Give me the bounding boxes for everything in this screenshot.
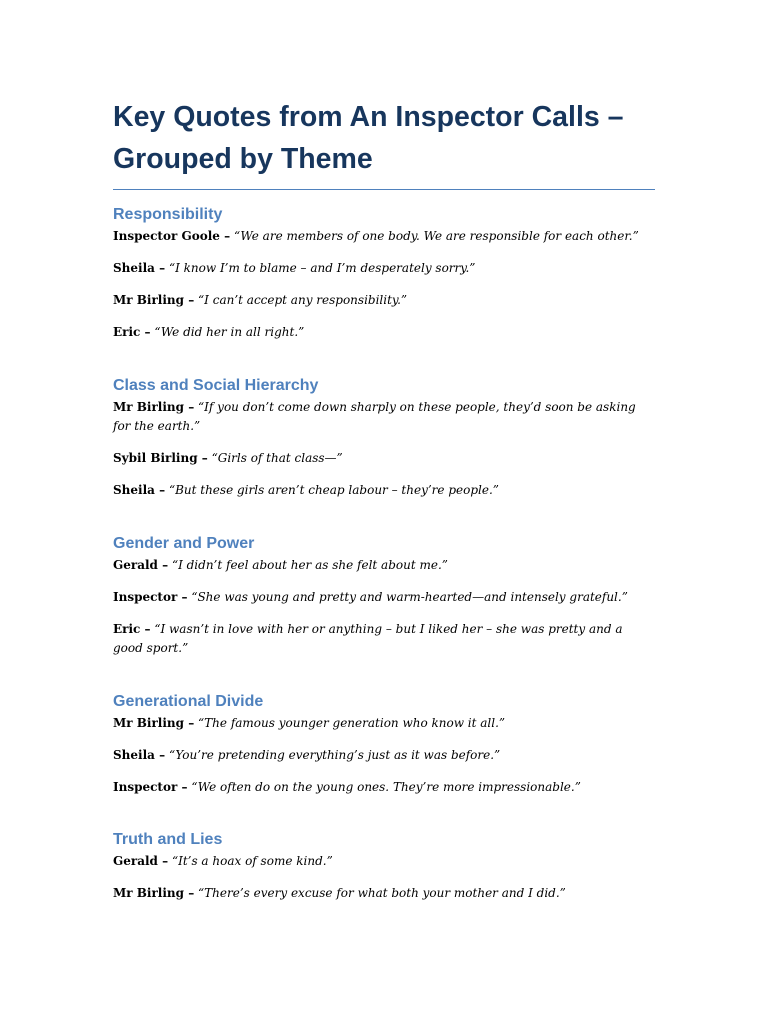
quote-speaker: Mr Birling – bbox=[113, 886, 195, 900]
quote-paragraph bbox=[113, 852, 655, 872]
quote-text: “You’re pretending everything’s just as it was before.” bbox=[168, 747, 501, 762]
quote-paragraph bbox=[113, 778, 655, 798]
quote-speaker: Inspector – bbox=[113, 779, 188, 794]
quote-text: “We often do on the young ones. They’re more impressionable.” bbox=[191, 779, 581, 794]
section-heading: Truth and Lies bbox=[113, 831, 223, 848]
quote-text: “Girls of that class—” bbox=[211, 451, 343, 465]
section-heading: Class and Social Hierarchy bbox=[113, 376, 319, 394]
quote-text: “I know I’m to blame – and I’m desperately sorry.” bbox=[168, 261, 476, 275]
quote-speaker: Sheila – bbox=[113, 483, 166, 497]
quote-speaker: Gerald – bbox=[113, 854, 169, 868]
quote-speaker: Gerald – bbox=[113, 557, 169, 572]
quote-text: “We did her in all right.” bbox=[154, 325, 305, 339]
section-truth-and-lies bbox=[113, 830, 655, 904]
quote-text: “I wasn’t in love with her or anything – but I liked her – she was pretty and a good sport.” bbox=[113, 621, 623, 655]
quote-text: “There’s every excuse for what both your mother and I did.” bbox=[198, 886, 566, 900]
quote-speaker: Mr Birling – bbox=[113, 715, 195, 730]
quote-speaker: Sybil Birling – bbox=[113, 451, 208, 465]
quote-speaker: Sheila – bbox=[113, 261, 166, 275]
section-generational-divide bbox=[113, 692, 655, 798]
section-class-and-social-hierarchy bbox=[113, 376, 655, 501]
quote-speaker: Inspector – bbox=[113, 589, 188, 604]
quote-paragraph bbox=[113, 714, 655, 734]
quote-paragraph bbox=[113, 556, 655, 576]
quote-speaker: Eric – bbox=[113, 325, 151, 339]
section-heading: Responsibility bbox=[113, 206, 223, 223]
document-page bbox=[113, 96, 655, 904]
section-heading: Gender and Power bbox=[113, 534, 255, 552]
quote-paragraph bbox=[113, 588, 655, 608]
quote-speaker: Mr Birling – bbox=[113, 293, 195, 307]
document-title: Key Quotes from An Inspector Calls – Grouped by Theme bbox=[113, 96, 655, 190]
quote-paragraph bbox=[113, 746, 655, 766]
quote-text: “She was young and pretty and warm-hearted—and intensely grateful.” bbox=[191, 589, 628, 604]
quote-paragraph bbox=[113, 884, 655, 904]
quote-text: “It’s a hoax of some kind.” bbox=[171, 854, 333, 868]
quote-paragraph bbox=[113, 291, 655, 311]
quote-speaker: Inspector Goole – bbox=[113, 229, 231, 243]
quote-paragraph bbox=[113, 481, 655, 501]
quote-paragraph bbox=[113, 620, 655, 659]
quote-paragraph bbox=[113, 449, 655, 469]
quote-text: “I can’t accept any responsibility.” bbox=[198, 293, 408, 307]
quote-paragraph bbox=[113, 398, 655, 437]
quote-speaker: Eric – bbox=[113, 621, 151, 636]
quote-text: “We are members of one body. We are responsible for each other.” bbox=[233, 229, 639, 243]
quote-text: “The famous younger generation who know it all.” bbox=[198, 715, 506, 730]
section-heading: Generational Divide bbox=[113, 692, 264, 710]
section-responsibility bbox=[113, 205, 655, 343]
quote-paragraph bbox=[113, 323, 655, 343]
quote-text: “I didn’t feel about her as she felt about me.” bbox=[171, 557, 448, 572]
quote-speaker: Mr Birling – bbox=[113, 399, 195, 414]
section-gender-and-power bbox=[113, 534, 655, 659]
quote-text: “But these girls aren’t cheap labour – they’re people.” bbox=[168, 483, 499, 497]
quote-speaker: Sheila – bbox=[113, 747, 166, 762]
quote-text: “If you don’t come down sharply on these people, they’d soon be asking for the earth.” bbox=[113, 399, 636, 433]
quote-paragraph bbox=[113, 259, 655, 279]
quote-paragraph bbox=[113, 227, 655, 247]
